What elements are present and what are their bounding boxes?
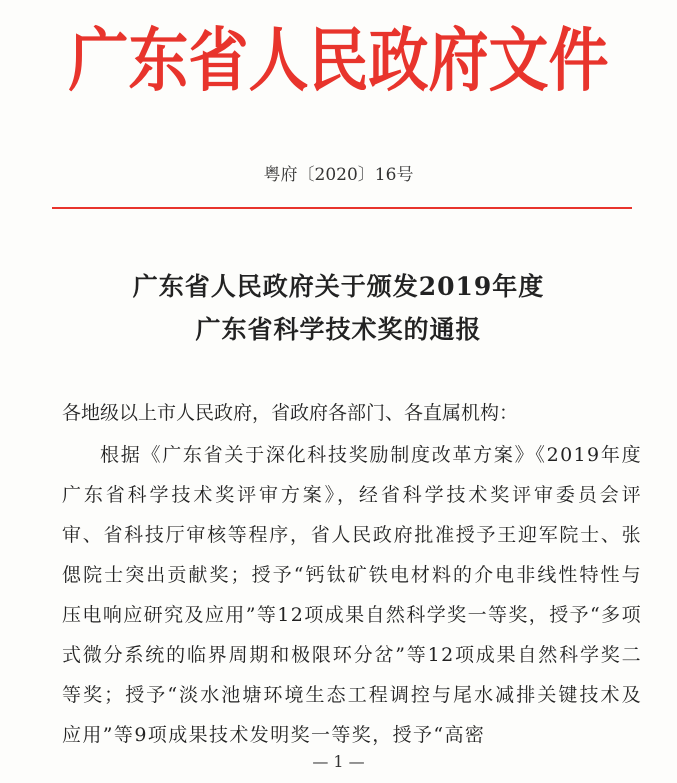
document-title-line-1: 广东省人民政府关于颁发2019年度: [132, 272, 545, 301]
document-title-line-2: 广东省科学技术奖的通报: [195, 315, 482, 344]
salutation: 各地级以上市人民政府，省政府各部门、各直属机构：: [62, 402, 519, 424]
body-paragraph: 根据《广东省关于深化科技奖励制度改革方案》《2019年度广东省科学技术奖评审方案》，经省科学技术奖评审委员会评审、省科技厅审核等程序，省人民政府批准授予王迎军院士、张偲院士突出贡献奖；授予“钙钛矿铁电材料的介电非线性特性与压电响应研究及应用”等12项成果自然科学奖一等奖，授予“多项式微分系统的临界周期和极限环分岔”等12项成果自然科学奖二等奖；授予“淡水池塘环境生态工程调控与尾水减排关键技术及应用”等9项成果技术发明奖一等奖，授予“高密: [62, 444, 642, 746]
document-number: 粤府〔2020〕16号: [263, 165, 414, 185]
page-number: — 1 —: [312, 752, 365, 771]
document-masthead: 广东省人民政府文件: [68, 20, 609, 102]
red-divider-line: [52, 207, 632, 209]
